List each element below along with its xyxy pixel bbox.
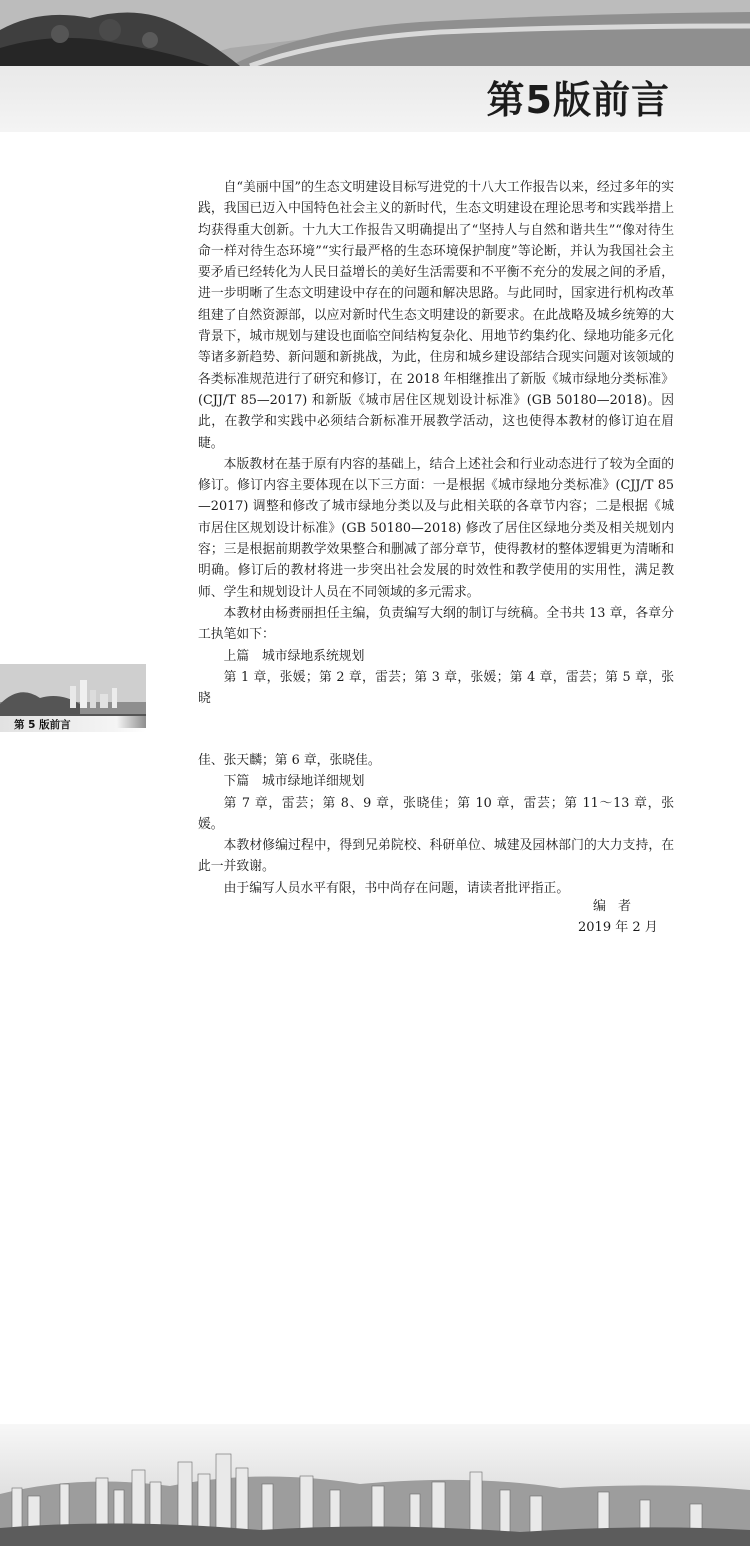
section-heading-lower: 下篇 城市绿地详细规划: [223, 774, 365, 790]
paragraph: 第 1 章，张媛；第 2 章，雷芸；第 3 章，张媛；第 4 章，雷芸；第 5 章，张晓: [198, 669, 674, 707]
page-title: 第5版前言: [486, 78, 670, 122]
paragraph: 自“美丽中国”的生态文明建设目标写进党的十八大工作报告以来，经过多年的实践，我国已迈入中国特色社会主义的新时代，生态文明建设在理论思考和实践举措上均获得重大创新。十九大工作报告又明确提出了“坚持人与自然和谐共生”“像对待生命一样对待生态环境”“实行最严格的生态环境保护制度”等论断，并认为我国社会主要矛盾已经转化为人民日益增长的美好生活需要和不平衡不充分的发展之间的矛盾，进一步明晰了生态文明建设中存在的问题和解决思路。与此同时，国家进行机构改革组建了自然资源部，以应对新时代生态文明建设的新要求。在此战略及城乡统筹的大背景下，城市规划与建设也面临空间结构复杂化、用地节约集约化、绿地功能多元化等诸多新趋势、新问题和新挑战，为此，住房和城乡建设部结合现实问题对该领域的各类标准规范进行了研究和修订，在 2018 年相继推出了新版《城市绿地分类标准》(CJJ/T 85—2017) 和新版《城市居住区规划设计标准》(GB 50180—2018)。因此，在教学和实践中必须结合新标准开展教学活动，这也使得本教材的修订迫在眉睫。: [198, 180, 674, 451]
signature-author: 编者: [593, 899, 644, 914]
coastline-photo-icon: [0, 0, 750, 66]
top-landscape-banner: [0, 0, 750, 66]
preface-body-part2: [198, 750, 674, 899]
paragraph: 本教材由杨赉丽担任主编，负责编写大纲的制订与统稿。全书共 13 章，各章分工执笔如下：: [198, 605, 674, 643]
paragraph: 本教材修编过程中，得到兄弟院校、科研单位、城建及园林部门的大力支持，在此一并致谢。: [198, 838, 674, 875]
city-skyline-photo-icon: [0, 1424, 750, 1546]
preface-body-part1: [198, 177, 674, 709]
section-heading-upper: 上篇 城市绿地系统规划: [223, 648, 365, 664]
signature-date: 2019 年 2 月: [578, 920, 658, 935]
side-tab-label: 第 5 版前言: [0, 714, 146, 732]
paragraph: 本版教材在基于原有内容的基础上，结合上述社会和行业动态进行了较为全面的修订。修订内容主要体现在以下三方面：一是根据《城市绿地分类标准》(CJJ/T 85—2017) 调整和修改了城市绿地分类以及与此相关联的各章节内容；二是根据《城市居住区规划设计标准》(GB 50180—2018) 修改了居住区绿地分类及相关规划内容；三是根据前期教学效果整合和删减了部分章节，使得教材的整体逻辑更为清晰和明确。修订后的教材将进一步突出社会发展的时效性和教学使用的实用性，满足教师、学生和规划设计人员在不同领域的多元需求。: [198, 456, 674, 600]
bottom-skyline-banner: [0, 1424, 750, 1546]
paragraph: 佳、张天麟；第 6 章，张晓佳。: [198, 753, 381, 768]
paragraph: 第 7 章，雷芸；第 8、9 章，张晓佳；第 10 章，雷芸；第 11～13 章，张媛。: [198, 795, 674, 832]
paragraph: 由于编写人员水平有限，书中尚存在问题，请读者批评指正。: [223, 880, 570, 896]
